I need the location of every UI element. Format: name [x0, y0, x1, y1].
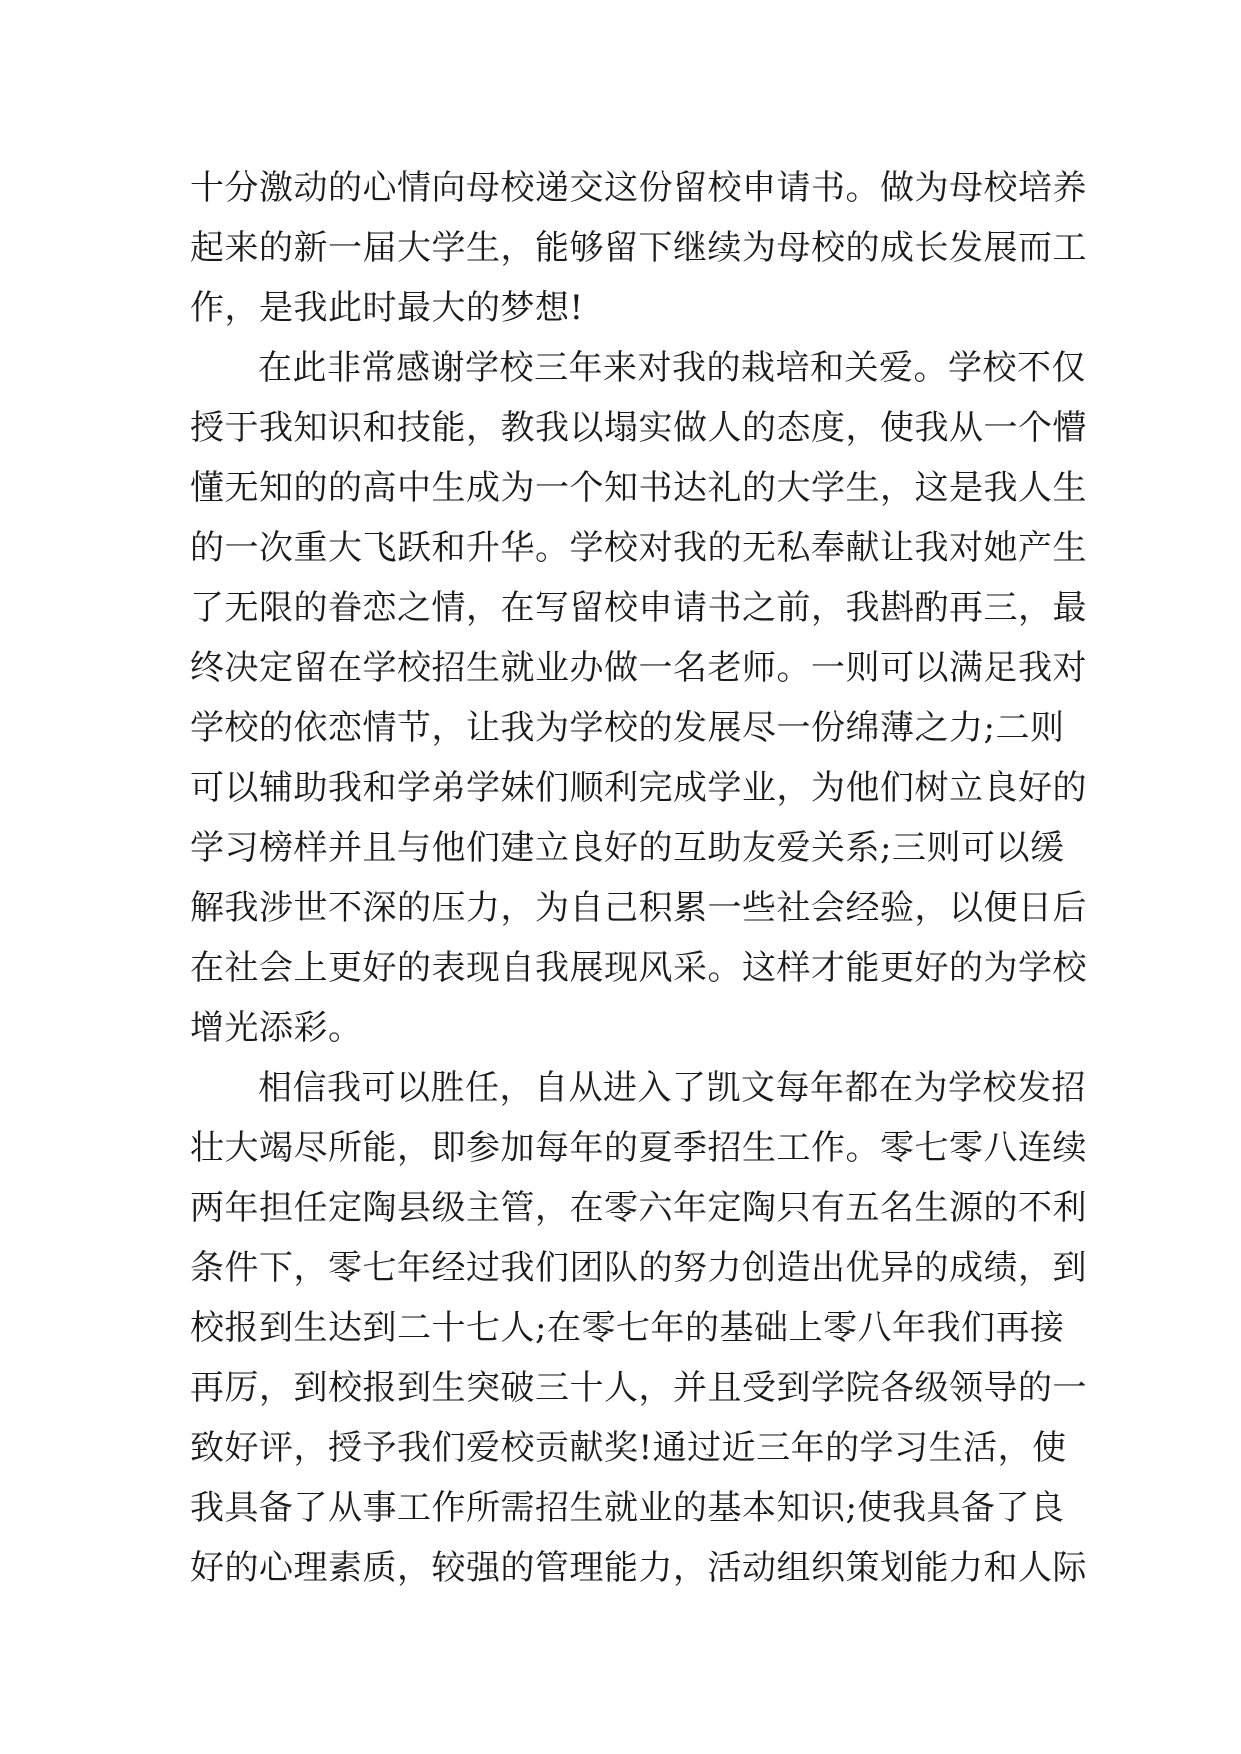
text-line: 在此非常感谢学校三年来对我的栽培和关爱。学校不仅 — [258, 348, 1086, 388]
text-line: 好的心理素质，较强的管理能力，活动组织策划能力和人际 — [190, 1548, 1087, 1588]
text-line: 学习榜样并且与他们建立良好的互助友爱关系;三则可以缓 — [190, 828, 1065, 868]
text-line: 我具备了从事工作所需招生就业的基本知识;使我具备了良 — [190, 1488, 1065, 1528]
text-line: 十分激动的心情向母校递交这份留校申请书。做为母校培养 — [190, 168, 1087, 208]
text-line: 解我涉世不深的压力，为自己积累一些社会经验，以便日后 — [190, 888, 1087, 928]
body-text — [190, 158, 1087, 1598]
text-line: 起来的新一届大学生，能够留下继续为母校的成长发展而工 — [190, 228, 1087, 268]
text-line: 学校的依恋情节，让我为学校的发展尽一份绵薄之力;二则 — [190, 708, 1065, 748]
text-line: 再厉，到校报到生突破三十人，并且受到学院各级领导的一 — [190, 1368, 1087, 1408]
text-line: 条件下，零七年经过我们团队的努力创造出优异的成绩，到 — [190, 1248, 1087, 1288]
paragraph-3 — [190, 1058, 1087, 1598]
text-line: 的一次重大飞跃和升华。学校对我的无私奉献让我对她产生 — [190, 528, 1087, 568]
text-line: 懂无知的的高中生成为一个知书达礼的大学生，这是我人生 — [190, 468, 1087, 508]
text-line: 两年担任定陶县级主管，在零六年定陶只有五名生源的不利 — [190, 1188, 1087, 1228]
text-line: 可以辅助我和学弟学妹们顺利完成学业，为他们树立良好的 — [190, 768, 1087, 808]
paragraph-2 — [190, 338, 1087, 1058]
text-line: 了无限的眷恋之情，在写留校申请书之前，我斟酌再三，最 — [190, 588, 1087, 628]
paragraph-1 — [190, 158, 1087, 338]
text-line: 授于我知识和技能，教我以塌实做人的态度，使我从一个懵 — [190, 408, 1087, 448]
text-line: 校报到生达到二十七人;在零七年的基础上零八年我们再接 — [190, 1308, 1065, 1348]
text-line: 壮大竭尽所能，即参加每年的夏季招生工作。零七零八连续 — [190, 1128, 1087, 1168]
text-line: 增光添彩。 — [190, 1008, 363, 1048]
text-line: 终决定留在学校招生就业办做一名老师。一则可以满足我对 — [190, 648, 1087, 688]
text-line: 致好评，授予我们爱校贡献奖!通过近三年的学习生活，使 — [190, 1428, 1067, 1468]
text-line: 相信我可以胜任，自从进入了凯文每年都在为学校发招 — [258, 1068, 1086, 1108]
text-line: 在社会上更好的表现自我展现风采。这样才能更好的为学校 — [190, 948, 1087, 988]
text-line: 作，是我此时最大的梦想! — [190, 288, 584, 328]
